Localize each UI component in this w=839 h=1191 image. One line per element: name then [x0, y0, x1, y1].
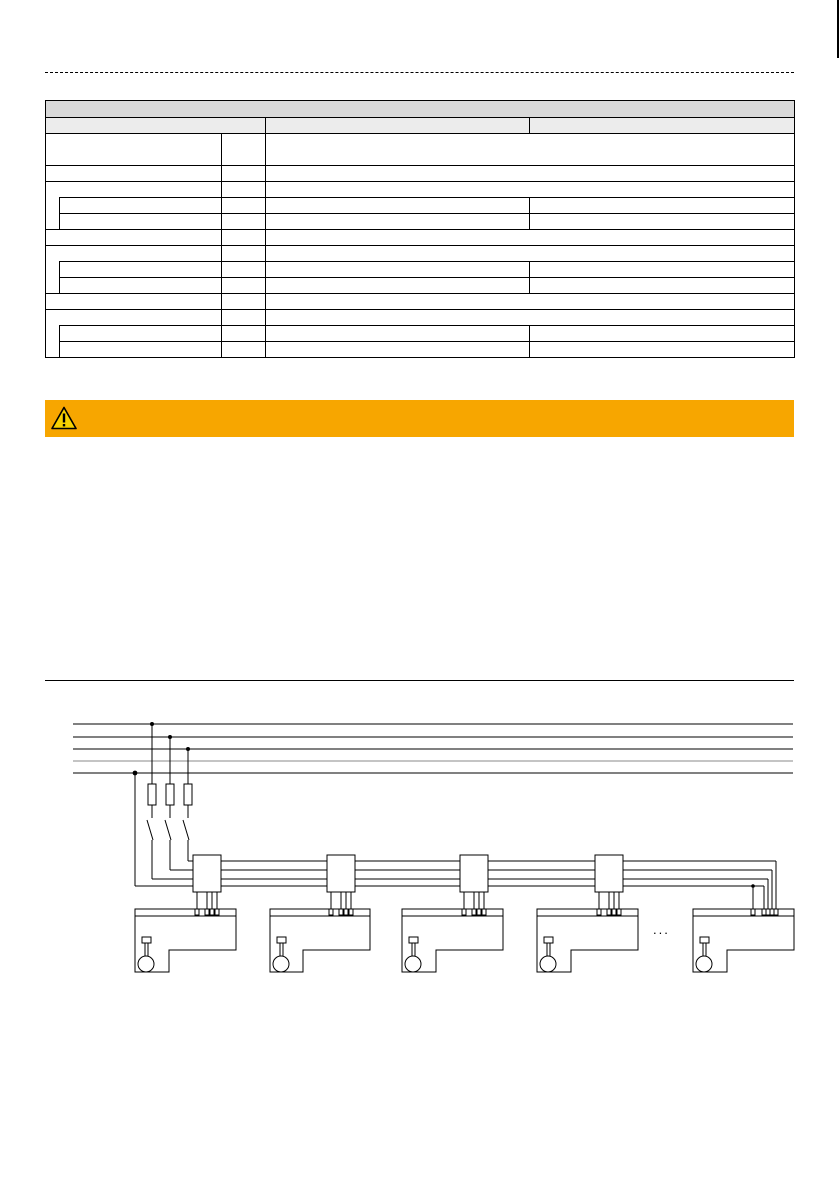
- device-unit: [270, 892, 370, 972]
- table-row: [46, 230, 795, 246]
- table-header-row: [46, 118, 795, 134]
- fan-motor-icon: [540, 956, 556, 972]
- fuse-icon: [166, 784, 174, 805]
- table-row: [46, 214, 795, 230]
- section-divider: [45, 680, 794, 681]
- table-row: [46, 198, 795, 214]
- device-unit: [537, 892, 638, 972]
- junction-box: [327, 855, 355, 892]
- spec-table: [45, 100, 795, 358]
- table-row: [46, 262, 795, 278]
- device-unit: [135, 892, 236, 972]
- junction-box: [595, 855, 623, 892]
- device-unit: [402, 892, 503, 972]
- table-row: [46, 342, 795, 358]
- fan-motor-icon: [696, 956, 712, 972]
- table-row: [46, 278, 795, 294]
- header-divider: [45, 72, 794, 73]
- fuse-icon: [148, 784, 156, 805]
- fan-motor-icon: [138, 956, 154, 972]
- switch-contact-icon: [183, 820, 189, 840]
- switch-contact-icon: [165, 820, 171, 840]
- warning-triangle-icon: [51, 406, 77, 430]
- table-row: [46, 310, 795, 326]
- table-row: [46, 182, 795, 198]
- warning-banner: [45, 400, 794, 437]
- junction-box: [193, 855, 221, 892]
- table-row: [46, 166, 795, 182]
- table-row: [46, 134, 795, 166]
- table-title-row: [46, 101, 795, 118]
- continuation-ellipsis: ...: [653, 922, 670, 937]
- fuse-icon: [184, 784, 192, 805]
- fan-motor-icon: [405, 956, 421, 972]
- switch-contact-icon: [147, 820, 153, 840]
- table-row: [46, 294, 795, 310]
- fan-motor-icon: [273, 956, 289, 972]
- table-row: [46, 246, 795, 262]
- table-row: [46, 326, 795, 342]
- wiring-diagram: [0, 700, 839, 990]
- device-unit: [693, 909, 794, 972]
- junction-box: [460, 855, 488, 892]
